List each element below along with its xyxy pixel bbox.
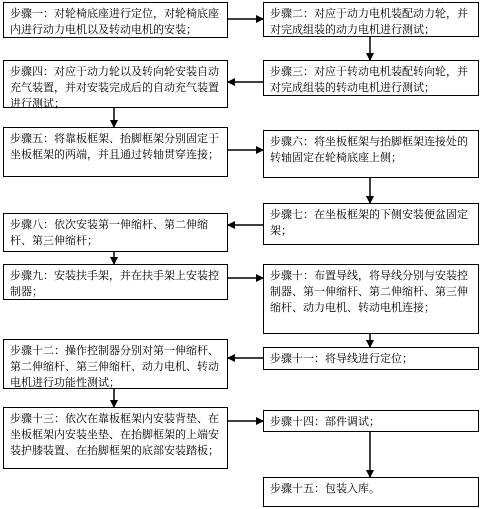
- step14-text: 步骤十四：部件调试；: [270, 415, 380, 428]
- step8-text: 步骤八：依次安装第一伸缩杆、第二伸缩杆、第三伸缩杆；: [10, 218, 208, 247]
- step5-text: 步骤五：将靠板框架、抬脚框架分别固定于坐板框架的两端，并且通过转轴贯穿连接；: [10, 132, 219, 161]
- step2-text: 步骤二：对应于动力电机装配动力轮，并对完成组装的动力电机进行测试；: [270, 7, 468, 36]
- step2-box: [263, 2, 479, 37]
- step12-text: 步骤十二：操作控制器分别对第一伸缩杆、第二伸缩杆、第三伸缩杆、动力电机、转动电机进行功能性测试；: [10, 344, 219, 389]
- step3-box: [263, 60, 479, 96]
- step14-box: [263, 410, 479, 432]
- step15-box: [263, 477, 479, 507]
- step1-text: 步骤一：对轮椅底座进行定位，对轮椅底座内进行动力电机以及转动电机的安装；: [10, 7, 219, 36]
- step9-text: 步骤九：安装扶手架，并在扶手架上安装控制器；: [10, 269, 219, 298]
- step12-box: [3, 339, 228, 389]
- step4-box: [3, 60, 228, 108]
- step6-box: [263, 130, 479, 178]
- step8-box: [3, 213, 228, 252]
- step10-box: [263, 264, 479, 334]
- step11-text: 步骤十一：将导线进行定位；: [270, 352, 413, 365]
- step4-text: 步骤四：对应于动力轮以及转向轮安装自动充气装置，并对安装完成后的自动充气装置进行测试；: [10, 65, 219, 110]
- step3-text: 步骤三：对应于转动电机装配转向轮，并对完成组装的转动电机进行测试；: [270, 65, 468, 94]
- step9-box: [3, 264, 228, 300]
- step7-box: [263, 203, 479, 245]
- step6-text: 步骤六：将坐板框架与抬脚框架连接处的转轴固定在轮椅底座上侧；: [270, 135, 468, 164]
- step10-text: 步骤十：布置导线，将导线分别与安装控制器、第一伸缩杆、第二伸缩杆、第三伸缩杆、动力电机、转动电机连接；: [270, 269, 468, 314]
- step13-box: [3, 407, 228, 469]
- step15-text: 步骤十五：包装入库。: [270, 482, 380, 495]
- step1-box: [3, 2, 228, 38]
- step5-box: [3, 127, 228, 177]
- step7-text: 步骤七：在坐板框架的下侧安装便盆固定架；: [270, 208, 468, 237]
- step13-text: 步骤十三：依次在靠板框架内安装背垫、在坐板框架内安装坐垫、在抬脚框架的上端安装护膝装置、在抬脚框架的底部安装踏板；: [10, 412, 219, 457]
- step11-box: [263, 347, 479, 370]
